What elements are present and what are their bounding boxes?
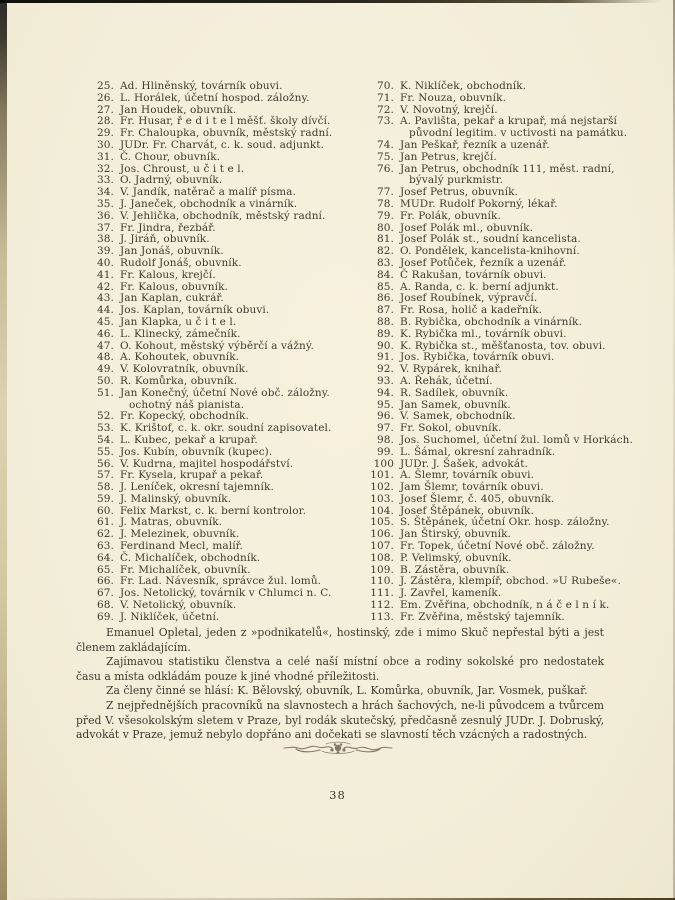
list-item-line: Fr. Kopecký, obchodník. [120,410,249,423]
list-item-number: 103. [370,492,394,505]
list-item-number: 65. [97,563,114,576]
list-item-line: Jos. Chroust, u č i t e l. [120,162,245,175]
list-item-text [400,612,662,624]
list-item-line: Jan Petrus, obchodník 111, měst. radní, [400,162,615,175]
list-item-line: Josef Petrus, obuvník. [400,186,518,199]
list-item-number: 78. [377,197,394,210]
list-item-line: J. Zavřel, kameník. [400,587,502,600]
list-item-line: Rudolf Jonáš, obuvník. [120,256,242,269]
list-item-line: S. Štěpánek, účetní Okr. hosp. záložny. [400,516,610,529]
list-item-number: 91. [377,351,394,364]
list-item-number: 37. [97,221,114,234]
list-item [370,258,662,270]
list-item-number: 93. [377,374,394,387]
paragraph: Za členy činné se hlásí: K. Bělovský, obuvník, L. Komůrka, obuvník, Jar. Vosmek, puškař. [106,684,588,698]
list-item [370,553,662,565]
list-item-line: Fr. Kysela, krupař a pekař. [120,469,264,482]
list-item-line: K. Krištof, c. k. okr. soudní zapisovatel. [120,422,332,435]
list-item-number: 84. [377,268,394,281]
list-item [370,270,662,282]
list-item-line: Fr. Kalous, krejčí. [120,268,216,281]
list-item-number: 68. [97,599,114,612]
list-item-number: 57. [97,469,114,482]
list-item-line: Jam Šlemr, továrník obuvi. [400,481,544,494]
list-item-line: Č Rakušan, továrník obuvi. [400,268,547,281]
list-item [90,258,366,270]
list-item-number: 27. [97,103,114,116]
list-item-number: 70. [377,80,394,92]
list-item-line: Jan Peškař, řezník a uzenář. [400,138,550,151]
list-item-line: A. Pavlišta, pekař a krupař, má nejstarší [400,115,618,128]
list-item-number: 101. [370,469,394,482]
list-item-number: 108. [370,551,394,564]
list-item-line: Jos. Kaplan, továrník obuvi. [120,304,270,317]
list-item-line: B. Rybička, obchodník a vinárník. [400,315,582,328]
list-item-number: 40. [97,256,114,269]
list-item-number: 100 [373,457,394,470]
list-item-number: 109. [370,563,394,576]
member-list-right [370,81,662,624]
list-item [90,612,366,624]
list-item-line: A. Randa, c. k. berní adjunkt. [400,280,559,293]
list-item-number: 42. [97,280,114,293]
list-item-line: Jos. Kubín, obuvník (kupec). [120,445,273,458]
list-item [370,317,662,329]
flourish-ornament-icon [0,740,675,760]
list-item-line: K. Rybička ml., továrník obuvi. [400,327,567,340]
list-item-line: Jan Konečný, účetní Nové obč. záložny. [120,386,330,399]
list-item-line: Č. Michalíček, obchodník. [120,551,261,564]
list-item-number: 94. [377,386,394,399]
list-item-line: V. Jandík, natěrač a malíř písma. [120,186,296,199]
list-item-number: 86. [377,292,394,305]
list-item-number: 30. [97,138,114,151]
list-item-number: 113. [370,610,394,623]
list-item-line: Č. Chour, obuvník. [120,150,221,163]
list-item-line: Fr. Rosa, holič a kadeřník. [400,304,543,317]
list-item-number: 48. [97,351,114,364]
list-item-line: P. Velimský, obuvník. [400,551,512,564]
list-item [370,93,662,105]
list-item-line: Jan Klapka, u č i t e l. [120,315,237,328]
list-item-line: Fr. Polák, obuvník. [400,209,501,222]
list-item-line: O. Kohout, městský výběrčí a vážný. [120,339,314,352]
list-item-number: 82. [377,245,394,258]
list-item-number: 104. [370,504,394,517]
list-item-line: Fr. Husar, ř e d i t e l měšť. školy dívčí. [120,115,331,128]
list-item-text [400,211,662,223]
list-item-line: A. Řehák, účetní. [400,374,493,387]
list-item-number: 45. [97,315,114,328]
list-item-number: 83. [377,256,394,269]
list-item-line: J. Zástěra, klempíř, obchod. »U Rubeše«. [400,575,621,588]
list-item-number: 31. [97,150,114,163]
list-item-number: 39. [97,245,114,258]
list-item [370,612,662,624]
list-item [90,329,366,341]
list-item-text [120,447,366,459]
list-item-line: MUDr. Rudolf Pokorný, lékař. [400,197,558,210]
list-item [90,152,366,164]
list-item [370,388,662,400]
list-item-line: Fr. Chaloupka, obuvník, městský radní. [120,127,333,140]
list-item-line: Jan Houdek, obuvník. [120,103,237,116]
list-item-number: 60. [97,504,114,517]
list-item-line: Josef Potůček, řezník a uzenář. [400,256,567,269]
list-item-text [400,140,662,152]
list-item-number: 81. [377,233,394,246]
list-item [90,211,366,223]
list-item [370,211,662,223]
list-item [90,376,366,388]
page-edge-shadow-top [0,0,662,3]
paragraph: Z nejpřednějších pracovníků na slavnostech a hrách šachových, ne-li původcem a tvůrcem před V. všesokolským sletem v Praze, byl rodák skutečský, předčasně zesnulý JUDr. J. Dobruský, advokát v Praze, jemuž nebylo dopřáno ani dočekati se slavností těch vzácných a radostných. [76,698,604,742]
list-item-number: 112. [370,599,394,612]
list-item-line: Josef Polák ml., obuvník. [400,221,534,234]
list-item [370,140,662,152]
list-item [370,447,662,459]
list-item-line: Jan Petrus, krejčí. [400,150,497,163]
list-item-text [120,140,366,152]
list-item-number: 69. [97,610,114,623]
list-item [370,329,662,341]
list-item-number: 85. [377,280,394,293]
list-item-text [120,152,366,164]
list-item [90,317,366,329]
list-item-line: L. Šámal, okresní zahradník. [400,445,556,458]
list-item-text [120,388,366,412]
list-item-line: Ferdinand Mecl, malíř. [120,540,244,553]
list-item-number: 64. [97,551,114,564]
list-item-number: 76. [377,162,394,175]
list-item-number: 92. [377,363,394,376]
list-item-text [400,164,662,188]
list-item-number: 110. [370,575,394,588]
list-item-line: V. Rypárek, knihař. [400,363,502,376]
list-item-line: Fr. Michalíček, obuvník. [120,563,251,576]
list-item-number: 44. [97,304,114,317]
list-item-text [120,211,366,223]
list-item-number: 41. [97,268,114,281]
list-item-text [120,612,366,624]
list-item-number: 61. [97,516,114,529]
list-item-line: Fr. Sokol, obuvník. [400,422,502,435]
list-item-line: V. Novotný, krejčí. [400,103,498,116]
list-item-line: Josef Polák st., soudní kancelista. [400,233,581,246]
list-item-line: J. Melezinek, obuvník. [120,528,240,541]
list-item-number: 25. [97,80,114,92]
list-item-line: Josef Roubínek, výpravčí. [400,292,538,305]
list-item-line: Josef Štěpánek, obuvník. [400,504,534,517]
list-item-number: 88. [377,315,394,328]
list-item-line: Jos. Suchomel, účetní žul. lomů v Horkách. [400,433,633,446]
list-item-text [400,258,662,270]
list-item-continuation: ochotný náš pianista. [129,398,245,411]
list-item-line: Jan Štirský, obuvník. [400,528,511,541]
list-item [90,270,366,282]
list-item-text [120,376,366,388]
list-item [370,376,662,388]
list-item-line: V. Kolovratník, obuvník. [120,363,249,376]
list-item-number: 63. [97,540,114,553]
list-item-line: Jan Samek, obuvník. [400,398,511,411]
list-item-number: 43. [97,292,114,305]
list-item-line: B. Zástěra, obuvník. [400,563,510,576]
list-item-text [400,494,662,506]
list-item-number: 46. [97,327,114,340]
list-item [370,152,662,164]
list-item [90,140,366,152]
list-item-number: 79. [377,209,394,222]
member-list-left [90,81,366,624]
list-item-number: 56. [97,457,114,470]
paragraph: Emanuel Opletal, jeden z »podnikatelů«, hostinský, zde i mimo Skuč nepřestal býti a jest členem zakládajícím. [76,626,604,654]
list-item-number: 66. [97,575,114,588]
paragraph: Zajímavou statistiku členstva a celé naší místní obce a rodiny sokolské pro nedostatek času a místa odkládám pouze k jiné vhodné příležitosti. [76,655,604,683]
list-item-number: 29. [97,127,114,140]
list-item-line: V. Jehlička, obchodník, městský radní. [120,209,326,222]
list-item-text [120,93,366,105]
list-item-line: O. Pondělek, kancelista-knihovní. [400,245,580,258]
list-item [90,93,366,105]
list-item-continuation: původní legitim. v uctivosti na památku. [409,127,628,140]
list-item-number: 28. [97,115,114,128]
list-item-line: J. Matras, obuvník. [120,516,223,529]
list-item-text [400,270,662,282]
list-item-line: J. Jiráň, obuvník. [120,233,210,246]
list-item-number: 53. [97,422,114,435]
list-item-number: 77. [377,186,394,199]
list-item-number: 75. [377,150,394,163]
list-item-line: J. Niklíček, účetní. [120,610,220,623]
list-item-number: 55. [97,445,114,458]
list-item-line: Em. Zvěřina, obchodník, n á č e l n í k. [400,599,610,612]
list-item-line: L. Kubec, pekař a krupař. [120,433,258,446]
list-item-continuation: bývalý purkmistr. [409,174,504,187]
list-item-number: 71. [377,91,394,104]
list-item-text [400,317,662,329]
list-item-line: Jos. Netolický, továrník v Chlumci n. C. [120,587,332,600]
list-item-number: 99. [377,445,394,458]
list-item [90,435,366,447]
list-item-number: 59. [97,492,114,505]
list-item-text [400,329,662,341]
list-item-number: 102. [370,481,394,494]
closing-paragraphs [76,626,604,743]
list-item-number: 97. [377,422,394,435]
list-item-text [400,199,662,211]
list-item-text [400,447,662,459]
list-item-number: 87. [377,304,394,317]
list-item [370,116,662,140]
list-item [370,164,662,188]
list-item-text [400,93,662,105]
list-item [90,553,366,565]
list-item-line: Ad. Hliněnský, továrník obuvi. [120,80,283,92]
list-item-text [120,553,366,565]
list-item-number: 50. [97,374,114,387]
list-item-number: 105. [370,516,394,529]
list-item-number: 49. [97,363,114,376]
list-item-line: JUDr. J. Šašek, advokát. [400,457,528,470]
list-item-text [120,329,366,341]
list-item-line: O. Jadrný, obuvník. [120,174,223,187]
list-item-line: K. Rybička st., měšťanosta, tov. obuvi. [400,339,606,352]
list-item-number: 96. [377,410,394,423]
list-item-line: Josef Šlemr, č. 405, obuvník. [400,492,555,505]
list-item [90,388,366,412]
list-item-number: 34. [97,186,114,199]
list-item [90,447,366,459]
list-item-line: Fr. Lad. Návesník, správce žul. lomů. [120,575,322,588]
list-item-number: 72. [377,103,394,116]
list-item-text [120,435,366,447]
list-item-line: Jan Jonáš, obuvník. [120,245,224,258]
list-item-line: Fr. Nouza, obuvník. [400,91,507,104]
list-item-line: A. Kohoutek, obuvník. [120,351,240,364]
list-item-text [120,494,366,506]
list-item-line: J. Janeček, obchodník a vinárník. [120,197,298,210]
list-item-text [400,435,662,447]
list-item-line: K. Niklíček, obchodník. [400,80,527,92]
list-item-number: 90. [377,339,394,352]
list-item-number: 32. [97,162,114,175]
list-item [370,494,662,506]
list-item [90,494,366,506]
list-item-number: 51. [97,386,114,399]
page-edge-shadow-left [0,0,7,900]
list-item-line: V. Kudrna, majitel hospodářství. [120,457,294,470]
list-item-text [120,270,366,282]
list-item-number: 73. [377,115,394,128]
list-item [90,199,366,211]
list-item-number: 62. [97,528,114,541]
list-item-line: J. Malinský, obuvník. [120,492,232,505]
list-item-number: 80. [377,221,394,234]
list-item-line: J. Leníček, okresní tajemník. [120,481,274,494]
list-item [370,199,662,211]
list-item-line: Fr. Jindra, řezbář. [120,221,216,234]
page-number: 38 [329,788,346,802]
list-item-line: L. Horálek, účetní hospod. záložny. [120,91,310,104]
list-item-text [400,553,662,565]
list-item-line: R. Sadílek, obuvník. [400,386,509,399]
list-item-number: 98. [377,433,394,446]
list-item-number: 89. [377,327,394,340]
list-item-line: JUDr. Fr. Charvát, c. k. soud. adjunkt. [120,138,325,151]
list-item-line: V. Samek, obchodník. [400,410,516,423]
list-item-number: 35. [97,197,114,210]
list-item-number: 38. [97,233,114,246]
list-item-line: Jos. Rybička, továrník obuvi. [400,351,555,364]
list-item-number: 26. [97,91,114,104]
list-item-number: 95. [377,398,394,411]
list-item-line: V. Netolický, obuvník. [120,599,237,612]
list-item-line: Fr. Zvěřina, městský tajemník. [400,610,565,623]
list-item-number: 52. [97,410,114,423]
list-item-number: 33. [97,174,114,187]
list-item-number: 107. [370,540,394,553]
list-item-line: Felix Markst, c. k. berní kontrolor. [120,504,307,517]
list-item-line: L. Klinecký, zámečník. [120,327,241,340]
list-item-text [400,152,662,164]
list-item-number: 54. [97,433,114,446]
list-item-text [400,376,662,388]
list-item-text [120,258,366,270]
list-item-text [120,317,366,329]
list-item-line: Jan Kaplan, cukrář. [120,292,224,305]
list-item-number: 74. [377,138,394,151]
list-item-number: 36. [97,209,114,222]
list-item-line: Fr. Kalous, obuvník. [120,280,228,293]
list-item-text [400,388,662,400]
list-item [370,435,662,447]
list-item-number: 67. [97,587,114,600]
list-item-number: 111. [370,587,394,600]
list-item-text [120,199,366,211]
list-item-text [400,116,662,140]
list-item-line: A. Šlemr, továrník obuvi. [400,469,535,482]
list-item-line: Fr. Topek, účetní Nové obč. záložny. [400,540,595,553]
list-item-line: R. Komůrka, obuvník. [120,374,238,387]
list-item-number: 58. [97,481,114,494]
list-item-number: 47. [97,339,114,352]
list-item-number: 106. [370,528,394,541]
